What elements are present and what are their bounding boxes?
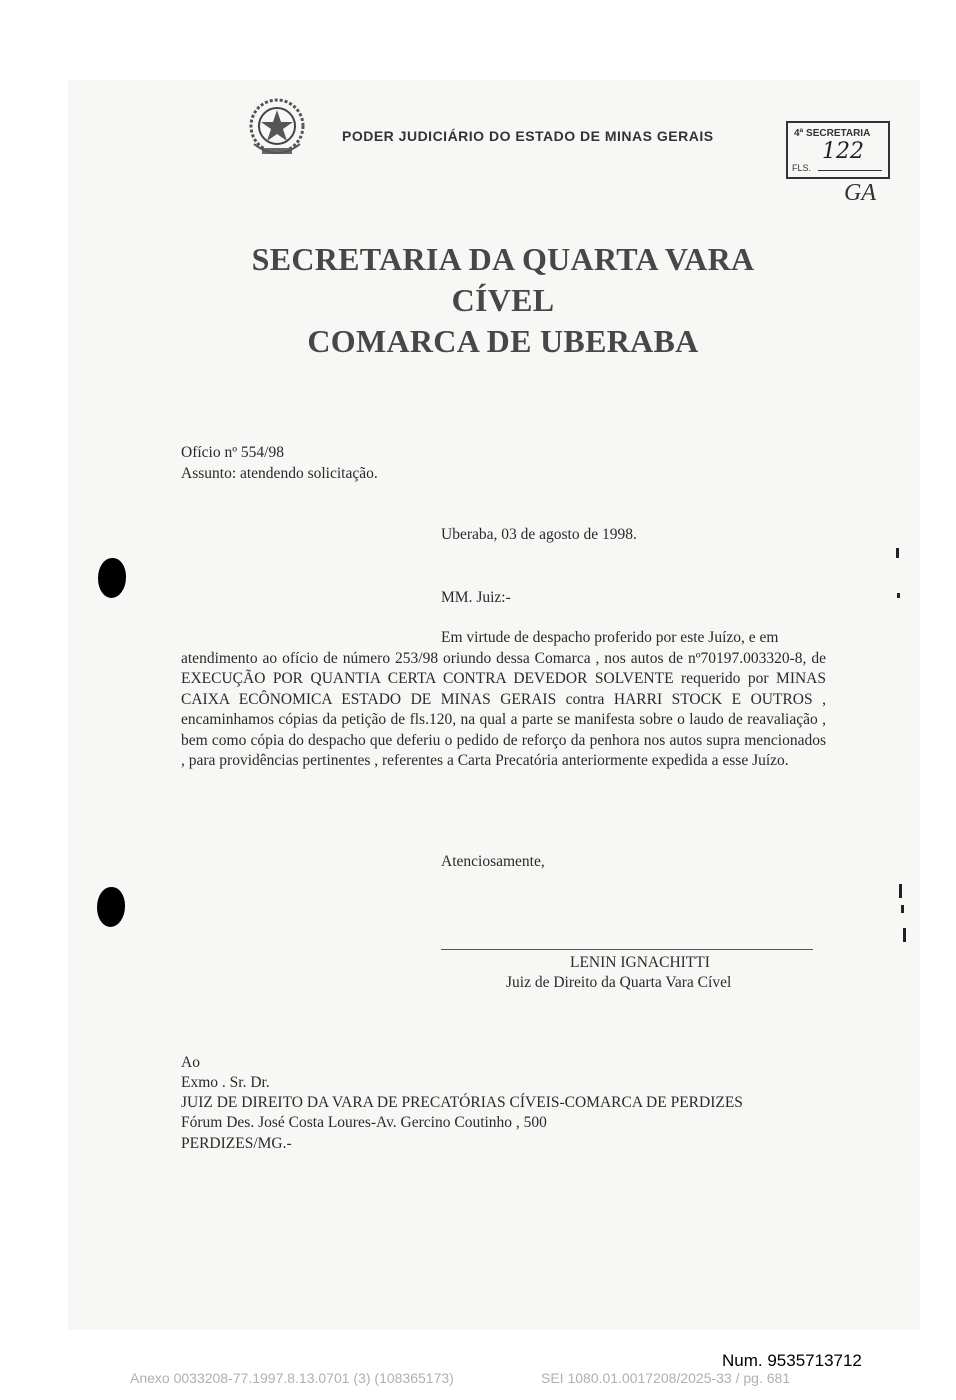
stamp-fls-label: FLS. (792, 163, 812, 173)
addressee-to: Ao (181, 1054, 200, 1071)
title-line-2: CÍVEL (451, 282, 555, 318)
signatory-title: Juiz de Direito da Quarta Vara Cível (506, 974, 732, 991)
addressee-title: JUIZ DE DIREITO DA VARA DE PRECATÓRIAS CÍVEIS-COMARCA DE PERDIZES (181, 1094, 743, 1111)
margin-mark (899, 884, 902, 898)
annex-reference: Anexo 0033208-77.1997.8.13.0701 (3) (108365173) (130, 1370, 454, 1386)
salutation: MM. Juiz:- (441, 589, 511, 606)
place-date: Uberaba, 03 de agosto de 1998. (441, 526, 637, 543)
letter-body-text: atendimento ao ofício de número 253/98 oriundo dessa Comarca , nos autos de nº70197.003320-8, de EXECUÇÃO POR QUANTIA CERTA CONTRA DEVEDOR SOLVENTE requerido por MINAS CAIXA ECÔNOMICA ESTADO DE MINAS GERAIS contra HARRI STOCK E OUTROS , encaminhamos cópias da petição de fls.120, na qual a parte se manifesta sobre o laudo de reavaliação , bem como cópia do despacho que deferiu o pedido de reforço da penhora nos autos supra mencionados , para providências pertinentes , referentes a Carta Precatória anteriormente expedida a esse Juízo. (181, 649, 826, 769)
letter-body (181, 628, 826, 772)
stamp-underline (818, 170, 882, 171)
signature-line (441, 949, 813, 950)
title-line-1: SECRETARIA DA QUARTA VARA (251, 241, 755, 277)
addressee-address: Fórum Des. José Costa Loures-Av. Gercino Coutinho , 500 (181, 1114, 547, 1131)
coat-of-arms-emblem (244, 96, 310, 162)
margin-mark (903, 928, 906, 942)
margin-mark (896, 548, 899, 558)
margin-mark (901, 905, 904, 913)
stamp-heading: 4ª SECRETARIA (794, 128, 871, 139)
subject-line: Assunto: atendendo solicitação. (181, 465, 378, 482)
addressee-city: PERDIZES/MG.- (181, 1135, 292, 1152)
title-line-3: COMARCA DE UBERABA (307, 323, 699, 359)
oficio-number: Ofício nº 554/98 (181, 444, 284, 461)
letter-body-opening: Em virtude de despacho proferido por este Juízo, e em (441, 629, 779, 646)
closing: Atenciosamente, (441, 853, 545, 870)
signatory-name: LENIN IGNACHITTI (570, 954, 710, 971)
document-number: Num. 9535713712 (722, 1351, 862, 1370)
sei-reference: SEI 1080.01.0017208/2025-33 / pg. 681 (541, 1370, 791, 1386)
addressee-salutation: Exmo . Sr. Dr. (181, 1074, 270, 1091)
institution-header: PODER JUDICIÁRIO DO ESTADO DE MINAS GERAIS (342, 128, 714, 144)
handwritten-initials: GA (844, 180, 876, 206)
margin-mark (897, 593, 900, 598)
secretaria-stamp (786, 121, 890, 179)
stamp-page-number: 122 (822, 139, 864, 164)
